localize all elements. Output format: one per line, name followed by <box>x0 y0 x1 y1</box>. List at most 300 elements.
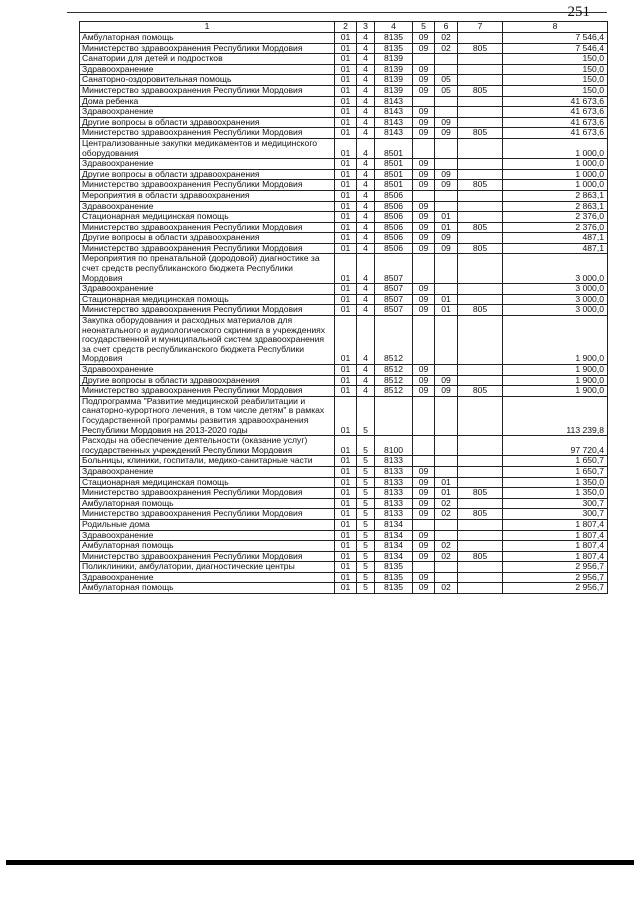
row-col-2: 01 <box>335 117 357 128</box>
row-amount: 1 900,0 <box>503 316 608 365</box>
row-amount: 3 000,0 <box>503 284 608 295</box>
row-col-2: 01 <box>335 498 357 509</box>
table-row <box>80 54 608 65</box>
row-col-3: 4 <box>357 75 375 86</box>
row-amount: 2 863,1 <box>503 190 608 201</box>
row-col-5: 09 <box>413 201 435 212</box>
row-col-6 <box>435 107 458 118</box>
table-row <box>80 488 608 499</box>
table-row <box>80 396 608 435</box>
row-amount: 1 000,0 <box>503 180 608 191</box>
row-col-2: 01 <box>335 201 357 212</box>
row-col-2: 01 <box>335 33 357 44</box>
row-col-3: 4 <box>357 54 375 65</box>
row-col-5 <box>413 456 435 467</box>
row-col-7 <box>458 64 503 75</box>
row-name: Министерство здравоохранения Республики Мордовия <box>80 551 335 562</box>
row-col-3: 4 <box>357 375 375 386</box>
row-col-2: 01 <box>335 243 357 254</box>
row-col-2: 01 <box>335 316 357 365</box>
row-col-3: 5 <box>357 509 375 520</box>
row-col-4: 8507 <box>375 305 413 316</box>
row-amount: 3 000,0 <box>503 254 608 284</box>
row-amount: 3 000,0 <box>503 305 608 316</box>
row-col-4: 8135 <box>375 572 413 583</box>
table-row <box>80 498 608 509</box>
row-name: Централизованные закупки медикаментов и медицинского оборудования <box>80 138 335 158</box>
row-col-3: 4 <box>357 159 375 170</box>
row-col-7: 805 <box>458 305 503 316</box>
row-col-6: 02 <box>435 541 458 552</box>
row-name: Министерство здравоохранения Республики Мордовия <box>80 128 335 139</box>
table-row <box>80 254 608 284</box>
row-name: Больницы, клиники, госпитали, медико-санитарные части <box>80 456 335 467</box>
row-col-6 <box>435 466 458 477</box>
row-col-3: 4 <box>357 201 375 212</box>
row-amount: 1 900,0 <box>503 386 608 397</box>
row-col-3: 4 <box>357 212 375 223</box>
table-row <box>80 233 608 244</box>
row-name: Здравоохранение <box>80 530 335 541</box>
header-cell: 5 <box>413 22 435 33</box>
row-col-7: 805 <box>458 85 503 96</box>
row-col-5: 09 <box>413 243 435 254</box>
row-col-5: 09 <box>413 509 435 520</box>
row-col-2: 01 <box>335 294 357 305</box>
row-amount: 113 239,8 <box>503 396 608 435</box>
row-col-7: 805 <box>458 551 503 562</box>
row-col-2: 01 <box>335 488 357 499</box>
budget-table <box>79 21 608 594</box>
row-col-6: 05 <box>435 75 458 86</box>
row-amount: 1 807,4 <box>503 551 608 562</box>
row-name: Здравоохранение <box>80 201 335 212</box>
row-col-4: 8507 <box>375 254 413 284</box>
row-col-6 <box>435 254 458 284</box>
row-col-5: 09 <box>413 169 435 180</box>
row-col-3: 5 <box>357 396 375 435</box>
row-name: Мероприятия в области здравоохранения <box>80 190 335 201</box>
row-amount: 1 350,0 <box>503 477 608 488</box>
table-row <box>80 305 608 316</box>
row-col-6: 02 <box>435 583 458 594</box>
row-col-7 <box>458 541 503 552</box>
row-col-7 <box>458 254 503 284</box>
row-col-3: 4 <box>357 96 375 107</box>
row-col-4: 8143 <box>375 128 413 139</box>
row-col-3: 4 <box>357 85 375 96</box>
table-row <box>80 386 608 397</box>
row-col-5: 09 <box>413 386 435 397</box>
row-col-3: 4 <box>357 233 375 244</box>
table-row <box>80 169 608 180</box>
row-name: Министерство здравоохранения Республики Мордовия <box>80 43 335 54</box>
row-col-7 <box>458 54 503 65</box>
row-col-7: 805 <box>458 243 503 254</box>
row-col-5: 09 <box>413 43 435 54</box>
table-row <box>80 509 608 520</box>
row-col-2: 01 <box>335 75 357 86</box>
row-col-6: 02 <box>435 43 458 54</box>
row-col-5: 09 <box>413 541 435 552</box>
row-amount: 1 000,0 <box>503 159 608 170</box>
row-col-4: 8133 <box>375 498 413 509</box>
row-col-7 <box>458 365 503 376</box>
row-col-4: 8134 <box>375 551 413 562</box>
row-col-5: 09 <box>413 551 435 562</box>
row-col-3: 4 <box>357 386 375 397</box>
table-row <box>80 138 608 158</box>
row-col-5: 09 <box>413 75 435 86</box>
row-col-6: 09 <box>435 375 458 386</box>
row-amount: 41 673,6 <box>503 117 608 128</box>
row-col-6 <box>435 284 458 295</box>
row-amount: 97 720,4 <box>503 436 608 456</box>
row-col-4: 8139 <box>375 85 413 96</box>
row-col-4: 8506 <box>375 212 413 223</box>
row-amount: 1 650,7 <box>503 456 608 467</box>
row-col-2: 01 <box>335 254 357 284</box>
row-col-3: 5 <box>357 488 375 499</box>
table-row <box>80 466 608 477</box>
row-col-4: 8506 <box>375 233 413 244</box>
row-amount: 1 000,0 <box>503 169 608 180</box>
row-col-7 <box>458 436 503 456</box>
row-amount: 150,0 <box>503 54 608 65</box>
row-col-4: 8506 <box>375 222 413 233</box>
table-row <box>80 572 608 583</box>
row-col-7: 805 <box>458 488 503 499</box>
table-row <box>80 117 608 128</box>
row-col-3: 5 <box>357 436 375 456</box>
table-row <box>80 375 608 386</box>
row-col-4: 8507 <box>375 284 413 295</box>
table-row <box>80 477 608 488</box>
row-col-6 <box>435 365 458 376</box>
row-col-2: 01 <box>335 509 357 520</box>
row-col-6 <box>435 530 458 541</box>
row-col-7 <box>458 33 503 44</box>
table-header-row <box>80 22 608 33</box>
row-col-5 <box>413 316 435 365</box>
row-col-7: 805 <box>458 128 503 139</box>
row-col-7 <box>458 375 503 386</box>
row-name: Министерство здравоохранения Республики Мордовия <box>80 222 335 233</box>
row-col-7 <box>458 572 503 583</box>
row-amount: 2 956,7 <box>503 562 608 573</box>
row-col-6 <box>435 562 458 573</box>
row-name: Министерство здравоохранения Республики Мордовия <box>80 243 335 254</box>
row-col-5 <box>413 396 435 435</box>
row-name: Здравоохранение <box>80 159 335 170</box>
row-amount: 2 956,7 <box>503 583 608 594</box>
row-col-7 <box>458 477 503 488</box>
row-col-4: 8134 <box>375 530 413 541</box>
row-col-5: 09 <box>413 365 435 376</box>
table-row <box>80 243 608 254</box>
row-col-6 <box>435 436 458 456</box>
row-col-4: 8135 <box>375 583 413 594</box>
row-amount: 3 000,0 <box>503 294 608 305</box>
row-name: Другие вопросы в области здравоохранения <box>80 375 335 386</box>
row-col-2: 01 <box>335 583 357 594</box>
table-row <box>80 128 608 139</box>
row-col-3: 4 <box>357 43 375 54</box>
row-col-5: 09 <box>413 375 435 386</box>
row-col-2: 01 <box>335 128 357 139</box>
row-col-7: 805 <box>458 386 503 397</box>
row-name: Стационарная медицинская помощь <box>80 212 335 223</box>
table-row <box>80 201 608 212</box>
row-col-4: 8133 <box>375 477 413 488</box>
row-col-7 <box>458 519 503 530</box>
row-name: Другие вопросы в области здравоохранения <box>80 117 335 128</box>
row-col-6 <box>435 316 458 365</box>
row-col-4: 8139 <box>375 64 413 75</box>
row-name: Дома ребенка <box>80 96 335 107</box>
row-col-7 <box>458 96 503 107</box>
row-col-3: 4 <box>357 316 375 365</box>
row-col-4: 8501 <box>375 159 413 170</box>
row-col-5 <box>413 436 435 456</box>
row-col-3: 4 <box>357 294 375 305</box>
row-col-3: 4 <box>357 180 375 191</box>
row-amount: 2 376,0 <box>503 212 608 223</box>
header-cell: 4 <box>375 22 413 33</box>
row-col-6: 09 <box>435 386 458 397</box>
header-cell: 8 <box>503 22 608 33</box>
row-col-4: 8135 <box>375 562 413 573</box>
row-col-4: 8506 <box>375 190 413 201</box>
row-col-6: 09 <box>435 233 458 244</box>
row-col-4: 8100 <box>375 436 413 456</box>
table-row <box>80 551 608 562</box>
row-col-6: 05 <box>435 85 458 96</box>
row-col-6 <box>435 96 458 107</box>
row-col-4: 8133 <box>375 456 413 467</box>
row-col-3: 5 <box>357 530 375 541</box>
row-col-6: 09 <box>435 180 458 191</box>
table-row <box>80 107 608 118</box>
row-col-4: 8506 <box>375 243 413 254</box>
row-col-2: 01 <box>335 107 357 118</box>
row-col-3: 4 <box>357 243 375 254</box>
row-col-3: 5 <box>357 583 375 594</box>
row-amount: 1 807,4 <box>503 530 608 541</box>
row-col-7 <box>458 396 503 435</box>
row-col-5: 09 <box>413 466 435 477</box>
row-col-2: 01 <box>335 530 357 541</box>
row-name: Стационарная медицинская помощь <box>80 294 335 305</box>
table-row <box>80 180 608 191</box>
row-amount: 1 807,4 <box>503 519 608 530</box>
row-col-2: 01 <box>335 572 357 583</box>
row-col-4: 8134 <box>375 519 413 530</box>
row-col-5: 09 <box>413 128 435 139</box>
row-col-2: 01 <box>335 43 357 54</box>
row-col-5: 09 <box>413 488 435 499</box>
row-col-3: 4 <box>357 117 375 128</box>
row-col-6 <box>435 54 458 65</box>
row-col-7 <box>458 233 503 244</box>
table-row <box>80 159 608 170</box>
table-row <box>80 222 608 233</box>
row-col-4 <box>375 396 413 435</box>
row-col-5: 09 <box>413 85 435 96</box>
row-col-3: 5 <box>357 572 375 583</box>
row-name: Закупка оборудования и расходных материалов для неонатального и аудиологического скрининга в учреждениях государственной и муниципальной систем здравоохранения за счет средств республиканского бюджета Республики Мордовия <box>80 316 335 365</box>
row-name: Министерство здравоохранения Республики Мордовия <box>80 85 335 96</box>
row-col-4: 8512 <box>375 365 413 376</box>
row-amount: 7 546,4 <box>503 43 608 54</box>
row-col-4: 8143 <box>375 117 413 128</box>
row-amount: 150,0 <box>503 75 608 86</box>
row-col-4: 8501 <box>375 169 413 180</box>
row-col-4: 8143 <box>375 96 413 107</box>
row-col-5: 09 <box>413 64 435 75</box>
row-amount: 1 807,4 <box>503 541 608 552</box>
row-col-5: 09 <box>413 572 435 583</box>
row-col-5: 09 <box>413 294 435 305</box>
row-col-5: 09 <box>413 284 435 295</box>
row-amount: 1 650,7 <box>503 466 608 477</box>
row-col-6: 01 <box>435 488 458 499</box>
row-name: Санатории для детей и подростков <box>80 54 335 65</box>
row-amount: 300,7 <box>503 498 608 509</box>
table-row <box>80 436 608 456</box>
table-row <box>80 316 608 365</box>
table-row <box>80 64 608 75</box>
row-name: Мероприятия по пренатальной (дородовой) диагностике за счет средств республиканского бюджета Республики Мордовия <box>80 254 335 284</box>
row-amount: 487,1 <box>503 243 608 254</box>
row-col-5 <box>413 519 435 530</box>
row-col-4: 8507 <box>375 294 413 305</box>
row-col-3: 4 <box>357 128 375 139</box>
row-col-3: 5 <box>357 456 375 467</box>
row-col-6 <box>435 396 458 435</box>
row-col-2: 01 <box>335 541 357 552</box>
row-col-2: 01 <box>335 396 357 435</box>
row-col-6 <box>435 159 458 170</box>
row-col-7 <box>458 284 503 295</box>
row-col-4: 8143 <box>375 107 413 118</box>
row-col-5: 09 <box>413 498 435 509</box>
row-col-4: 8506 <box>375 201 413 212</box>
row-amount: 2 376,0 <box>503 222 608 233</box>
row-col-5: 09 <box>413 305 435 316</box>
row-col-3: 4 <box>357 284 375 295</box>
row-col-2: 01 <box>335 466 357 477</box>
table-row <box>80 212 608 223</box>
row-col-2: 01 <box>335 562 357 573</box>
row-col-6: 02 <box>435 509 458 520</box>
row-col-6: 02 <box>435 33 458 44</box>
row-col-3: 4 <box>357 64 375 75</box>
row-col-4: 8512 <box>375 386 413 397</box>
row-col-3: 5 <box>357 519 375 530</box>
table-row <box>80 43 608 54</box>
row-amount: 1 900,0 <box>503 375 608 386</box>
row-col-6: 01 <box>435 477 458 488</box>
table-row <box>80 541 608 552</box>
bottom-rule <box>6 860 634 865</box>
row-col-7: 805 <box>458 180 503 191</box>
row-col-3: 4 <box>357 169 375 180</box>
row-col-6 <box>435 572 458 583</box>
row-col-2: 01 <box>335 159 357 170</box>
row-col-3: 4 <box>357 33 375 44</box>
row-col-6: 09 <box>435 169 458 180</box>
row-col-3: 5 <box>357 498 375 509</box>
row-col-6: 02 <box>435 551 458 562</box>
row-name: Здравоохранение <box>80 284 335 295</box>
row-col-5 <box>413 54 435 65</box>
row-col-4: 8139 <box>375 75 413 86</box>
row-name: Министерство здравоохранения Республики Мордовия <box>80 509 335 520</box>
row-amount: 300,7 <box>503 509 608 520</box>
row-col-4: 8133 <box>375 466 413 477</box>
row-col-7 <box>458 201 503 212</box>
row-col-2: 01 <box>335 190 357 201</box>
header-cell: 3 <box>357 22 375 33</box>
row-amount: 2 863,1 <box>503 201 608 212</box>
row-col-3: 5 <box>357 562 375 573</box>
row-amount: 150,0 <box>503 85 608 96</box>
row-name: Амбулаторная помощь <box>80 541 335 552</box>
row-col-2: 01 <box>335 233 357 244</box>
row-col-4: 8133 <box>375 509 413 520</box>
row-col-2: 01 <box>335 456 357 467</box>
row-col-7: 805 <box>458 509 503 520</box>
row-col-7 <box>458 562 503 573</box>
row-col-5 <box>413 562 435 573</box>
row-col-6: 09 <box>435 243 458 254</box>
row-col-2: 01 <box>335 284 357 295</box>
row-amount: 1 350,0 <box>503 488 608 499</box>
row-col-2: 01 <box>335 169 357 180</box>
row-col-2: 01 <box>335 54 357 65</box>
row-col-6: 01 <box>435 212 458 223</box>
row-col-2: 01 <box>335 85 357 96</box>
row-col-3: 4 <box>357 190 375 201</box>
row-col-4: 8139 <box>375 54 413 65</box>
table-row <box>80 294 608 305</box>
table-row <box>80 85 608 96</box>
row-col-2: 01 <box>335 386 357 397</box>
row-amount: 1 000,0 <box>503 138 608 158</box>
row-col-6: 02 <box>435 498 458 509</box>
table-row <box>80 365 608 376</box>
row-col-2: 01 <box>335 477 357 488</box>
row-col-7 <box>458 117 503 128</box>
row-amount: 487,1 <box>503 233 608 244</box>
row-col-6 <box>435 138 458 158</box>
row-col-3: 5 <box>357 551 375 562</box>
header-cell: 1 <box>80 22 335 33</box>
row-col-6 <box>435 519 458 530</box>
row-col-2: 01 <box>335 375 357 386</box>
row-col-4: 8512 <box>375 375 413 386</box>
table-row <box>80 562 608 573</box>
row-name: Подпрограмма "Развитие медицинской реабилитации и санаторно-курортного лечения, в том числе детям" в рамках Государственной программы развития здравоохранения Республики Мордовия на 2013-2020 годы <box>80 396 335 435</box>
row-amount: 7 546,4 <box>503 33 608 44</box>
row-col-6: 09 <box>435 128 458 139</box>
row-name: Другие вопросы в области здравоохранения <box>80 169 335 180</box>
page-number: 251 <box>567 4 590 20</box>
row-col-5 <box>413 190 435 201</box>
row-col-6: 01 <box>435 305 458 316</box>
row-col-5 <box>413 254 435 284</box>
